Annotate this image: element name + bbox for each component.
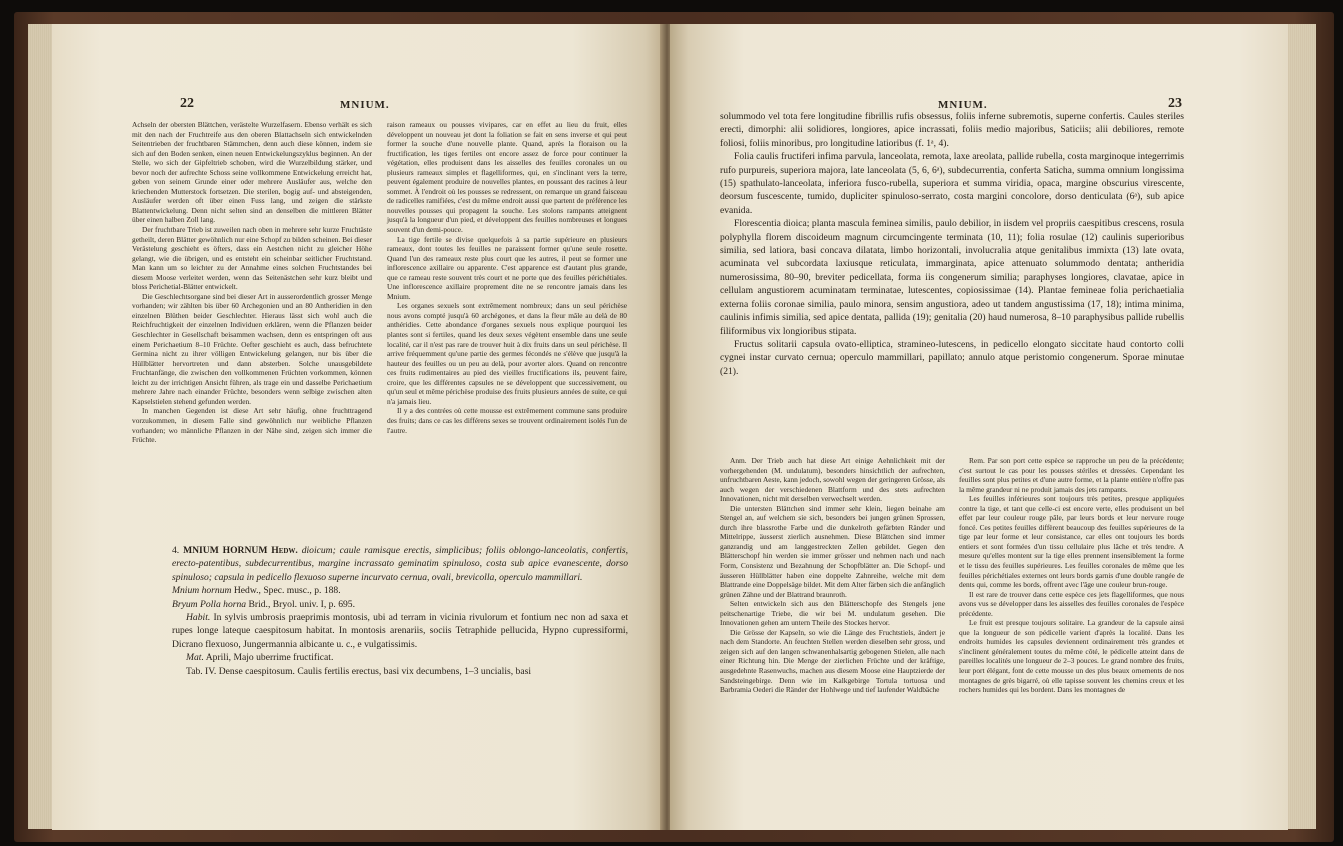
paragraph: Les feuilles inférieures sont toujours très petites, presque appliquées contre la tige, et tant que celle-ci est encore verte, elles produisent un bel effet par leur couleur rouge pâle, par leurs bords et leur nervure rouge foncé. Ces petites feuilles diffèrent beaucoup des feuilles supérieures de la tige par leur forme et leur consistance, car elles ont toujours les bords entiers et sont formées d'un tissu cellulaire plus lâche et très tendre. A mesure qu'elles montent sur la tige elles prennent insensiblement la forme et le tissu des feuilles supérieures. Les feuilles coronales de même que les feuilles périchétiales externes ont leurs bords garnis d'une double rangée de dents qui, comme les bords, offrent avec l'âge une couleur brun-rouge.: [959, 494, 1184, 590]
page-edges-left: [28, 24, 54, 829]
paragraph: Die Geschlechtsorgane sind bei dieser Art in ausserordentlich grosser Menge vorhanden; wir zählten bis über 60 Archegonien und an 80 Antheridien in den einzelnen Blüthen beider Geschlechter. Hieraus lässt sich wohl auch die Reichfruchtigkeit der einzelnen Individuen erklären, wenn die Pflanzen beider Geschlechter in Gesellschaft beisammen wachsen, denn es entspringen oft aus einem Perichaetium 8–10 Früchte. Oefter geschieht es auch, dass befruchtete Germina nicht zu ihrer völligen Entwickelung gelangen, nur bis über die Hüllblätter hervortreten und dann absterben. Solche unausgebildete Fruchtanfänge, die zwischen den vollkommenen Früchten vorkommen, können leicht zu der irrichtigen Ansicht führen, als trage ein und dasselbe Perichaetium mehrere Jahre nach einander Früchte, besonders wenn selbige zwischen alten Kapselstielen stehend gefunden werden.: [132, 291, 372, 406]
page-edges-right: [1286, 24, 1316, 829]
paragraph: raison rameaux ou pousses vivipares, car en effet au lieu du fruit, elles développent un nouveau jet dont la foliation se fait en sens inverse et qui peut former la souche d'une nouvelle plante. Quand, après la floraison ou la fructification, les tiges fertiles ont encore assez de force pour continuer la végétation, elles produisent dans les aisselles des feuilles coronales un ou plusieurs rameaux simples et flagelliformes, qui, en s'inclinant vers la terre, peuvent également produire de nouvelles plantes, en poussant des racines à leur sommet. À l'endroit où les pousses se redressent, on remarque un grand faisceau de radicelles ramifiées, c'est du même endroit aussi que partent de préférence les nouvelles pousses qui propagent la souche. Les stolons rampants atteignent jusqu'à la longueur d'un pied, et développent des feuilles nombreuses et longues souvent d'un demi-pouce.: [387, 120, 627, 235]
entry-number: 4.: [172, 545, 180, 556]
paragraph: Florescentia dioica; planta mascula feminea similis, paulo debilior, in iisdem vel propriis caespitibus crescens, rosula polyphylla florem discoideum magnum circumcingente terminata (10, 11); folia rosulae (12) caulinis superioribus similia, sed latiora, basi concava dilatata, limbo horizontali, involucralia atque genitalibus immixta (13) late ovata, acuminata vel subcordata laxiusque reticulata, immarginata, apice attenuato solummodo dentata; antheridia numerosissima, 80–90, breviter pedicellata, forma iis congenerum similia; paraphyses longiores, clavatae, apice in cellulam angustiorem acuminatam terminatae, lutescentes, copiosissimae (14). Plantae femineae folia perichaetialia externa foliis coronae similia, paulo minora, sensim angustiora, adeo ut tandem angustissima (17, 18); intima minima, caulinis infimis similia, sed apice dentata, pallida (19); genitalia (20) haud numerosa, 8–10 paraphysibus pallide rubellis filiformibus vix longioribus stipata.: [720, 218, 1184, 337]
paragraph: Fructus solitarii capsula ovato-elliptica, stramineo-lutescens, in pedicello elongato siccitate haud contorto colli cygnei instar curvato cernua; operculo mammillari, papillato; annulo atque peristomio congenerum. Sporae minutae (21).: [720, 338, 1184, 377]
habitat-label: Habit.: [186, 612, 211, 624]
paragraph: La tige fertile se divise quelquefois à sa partie supérieure en plusieurs rameaux, dont toutes les feuilles ne paraissent former qu'une seule rosette. Quand l'un des rameaux reste plus court que les autres, il peut se former une inflorescence axillaire ou apparente. C'est apparence est d'autant plus grande, que ce rameau reste souvent très court et ne porte que des feuilles périchétiales. Une inflorescence axillaire proprement dite ne se rencontre jamais dans les Mnium.: [387, 234, 627, 301]
species-author: Hedw.: [271, 545, 298, 556]
page-number-left: 22: [180, 96, 194, 111]
paragraph: Rem. Par son port cette espèce se rapproche un peu de la précédente; c'est surtout le cas pour les pousses stériles et dressées. Cependant les feuilles sont plus petites et d'une autre forme, et la plante entière n'offre pas la même grandeur ni ne produit jamais des jets rampants.: [959, 456, 1184, 494]
paragraph: Die Grösse der Kapseln, so wie die Länge des Fruchtstiels, ändert je nach dem Standorte. An feuchten Stellen werden dieselben sehr gross, und zeigen sich auf den langen schwanenhalsartig gebogenen Stielen, alle nach einer Richtung hin. Die Menge der zierlichen Früchte und der kräftige, ausgedehnte Rasenwuchs, machen aus diesem Moose eine Hauptzierde der Sandsteingebirge. Denn wie im Kalkgebirge Tortula tortuosa und Barbramia Oederi die Ränder der Hohlwege und tief laufender Waldbäche: [720, 627, 945, 695]
plate-text: Dense caespitosum. Caulis fertilis erectus, basi vix decumbens, 1–3 uncialis, basi: [218, 665, 531, 677]
description-text: [720, 110, 1184, 378]
paragraph: Les organes sexuels sont extrêmement nombreux; dans un seul périchèse nous avons compté jusqu'à 60 archégones, et dans la fleur mâle au delà de 80 anthéridies. Cette abondance d'organes sexuels nous explique pourquoi les plantes sont si fertiles, quand les deux sexes végètent ensemble dans une seule localité, car il n'est pas rare de trouver huit à dix fruits dans un seul périchèse. Il arrive fréquemment qu'une partie des germes fécondés ne s'élève que jusqu'à la hauteur des feuilles ou un peu au delà, pour avorter alors. Quand on rencontre ces fruits rudimentaires au pied des vieilles fructifications ils, peuvent faire, croire, que les différentes capsules ne se développent que successivement, ou qu'un seul et même périchèse produise des fruits plusieurs années de suite, ce qui n'a jamais lieu.: [387, 301, 627, 406]
paragraph: Selten entwickeln sich aus den Blätterschopfe des Stengels jene peitschenartige Triebe, die wir bei M. undulatum gesehen. Die Innovationen gehen am untern Theile des Stockes hervor.: [720, 599, 945, 628]
maturity-text: Aprili, Majo uberrime fructificat.: [205, 652, 334, 664]
german-notes-column: [720, 456, 945, 695]
synonym-reference: Brid., Bryol. univ. I, p. 695.: [248, 598, 356, 610]
paragraph: Achseln der obersten Blättchen, verästelte Wurzelfasern. Ebenso verhält es sich mit den nach der Fruchtreife aus den oberen Blattachseln sich entwickelnden Seitentrieben der fruchtbaren Stämmchen, denn auch diese können, indem sie sich auf den Boden senken, einen neuen Entwickelungszyklus beginnen. An der Stelle, wo sich der Gipfeltrieb schoben, wird die Wurzelbildung stärker, und bevor noch der aufrechte Schoss seine vollkommene Entwickelung erreicht hat, geben von seinem Grunde einer oder mehrere Ausläufer aus, welche den kriechenden Mutterstock fortsetzen. Die sterilen, bogig auf- und absteigenden, Ausläufer werden oft über einen Fuss lang, und zeigen die stärkste Blattentwickelung. Denn nicht selten sind an denselben die mittleren Blätter über einen halben Zoll lang.: [132, 120, 372, 225]
synonym-name: Bryum Polla horna: [172, 598, 247, 610]
running-head-right: MNIUM.: [938, 99, 988, 111]
left-page: [52, 24, 664, 830]
paragraph: Il y a des contrées où cette mousse est extrêmement commune sans produire des fruits; dans ce cas les différens sexes se trouvent ordinairement isolés l'un de l'autre.: [387, 406, 627, 435]
synonym-name: Mnium hornum: [172, 585, 232, 597]
paragraph: Die untersten Blättchen sind immer sehr klein, liegen beinahe am Stengel an, auf welchem sie sich, besonders bei jungen grünen Sprossen, durch ihre blassrothe Farbe und die dunkelroth gefärbten Ränder und Mittelrippe, äusserst zierlich ausnehmen. Diese Blättchen sind immer ganzrandig und am langgestreckten Zellen gebildet. Gegen den Blätterschopf hin werden sie immer grösser und nehmen nach und nach Form, Consistenz und Bezahnung der Schopfblätter an. Die Schopf- und äusseren Hüllblätter haben eine doppelte Zahnreihe, welche mit dem Blattrande eine Doppelsäge bildet. Mit dem Alter färben sich die anfänglich grünen Zähne und der Blattrand braunroth.: [720, 503, 945, 599]
french-column: [387, 120, 627, 435]
running-head-left: MNIUM.: [340, 99, 390, 111]
paragraph: Le fruit est presque toujours solitaire. La grandeur de la capsule ainsi que la longueur de son pédicelle varient d'après la localité. Dans les endroits humides les capsules deviennent ordinairement très grandes et s'inclinent généralement toutes du même côté, le pédicelle atteint dans de pareilles localités une longueur de 2–3 pouces. Le grand nombre des fruits, leur port élégant, font de cette mousse un des plus beaux ornements de nos montagnes de grès bigarré, où elle tapisse souvent les chemins creux et les rochers humides qui les bordent. Dans les montagnes de: [959, 618, 1184, 695]
page-number-right: 23: [1168, 96, 1182, 111]
right-page: [670, 24, 1288, 830]
paragraph: In manchen Gegenden ist diese Art sehr häufig, ohne fruchttragend vorzukommen, in diesem Falle sind gewöhnlich nur weibliche Pflanzen vorhanden; wo männliche Pflanzen in der Nähe sind, zeigen sich immer die Früchte.: [132, 406, 372, 445]
french-notes-column: [959, 456, 1184, 695]
synonym-reference: Hedw., Spec. musc., p. 188.: [233, 585, 341, 597]
habitat-text: In sylvis umbrosis praeprimis montosis, ubi ad terram in viciniа rivulorum et fontium nec non ad saxa et rupes longe lateque caespitosum habitat. In montosis arenariis, sociis Tetraphide pellucida, Hypno cupressiformi, Dicrano flexuoso, Jungermannia albicante u. c., e vulgatissimis.: [172, 612, 628, 650]
paragraph: solummodo vel tota fere longitudine fibrillis rufis obsessus, foliis inferne subremotis, superne confertis. Caules steriles erecti, dimorphi: alii solidiores, longiores, apice incrassati, foliis medio majoribus, Saticiis; alii debiliores, remote foliosi, foliis minoribus, pro longitudine latioribus (f. 1ᵃ, 4).: [720, 111, 1184, 149]
species-name: MNIUM HORNUM: [183, 545, 268, 556]
paragraph: Folia caulis fructiferi infima parvula, lanceolata, remota, laxe areolata, pallide rubella, costa marginoque integerrimis rufo purpureis, superiora majora, late lanceolata (5, 6, 6ᵃ), subdecurrentia, conferta Saticha, summa omnium longissima (15) spathulato-lanceolata, inferiora fusco-rubella, superiora et summa viridia, opaca, margine obscurius virescente, deorsum fuscescente, tumido, dupliciter spinuloso-serrato, costa margini concolore, dorso denticulata (6ᵃ), sub apice evanida.: [720, 151, 1184, 216]
paragraph: Anm. Der Trieb auch hat diese Art einige Aehnlichkeit mit der vorhergehenden (M. undulatum), besonders hinsichtlich der aufrechten, unfruchtbaren Aeste, kann jedoch, sowohl wegen der geringeren Grösse, als auch wegen der verschiedenen Blattform und des stets aufrechten Innovationen, nicht mit derselben verwechselt werden.: [720, 456, 945, 504]
german-column: [132, 120, 372, 445]
paragraph: Der fruchtbare Trieb ist zuweilen nach oben in mehrere sehr kurze Fruchtäste getheilt, deren Blätter gewöhnlich nur eine Schopf zu bilden scheinen. Bei dieser Verästelung geschieht es öfters, dass ein Aestchen nicht zu gleicher Höhe gelangt, wie die übrigen, und es entsteht ein scheinbar seitlicher Fruchtstand. Man kann um so leichter zu der Annahme eines solchen Fruchtstandes bei diesem Moose verleitet werden, wenn das Seitenästchen sehr kurz bleibt und bloss Perichetial-Blätter entwickelt.: [132, 225, 372, 292]
plate-label: Tab. IV.: [186, 665, 217, 677]
species-diagnosis: dioicum; caule ramisque erectis, simplicibus; foliis oblongo-lanceolatis, confertis, erecto-patentibus, subdecurrentibus, margine incrassato geminatim spinuloso, costa sub apice evanescente, dorso spinuloso; capsula in pedicello flexuoso superne incurvato cernua, ovali, brevicolla, operculo mammillari.: [172, 545, 629, 583]
species-entry: [172, 544, 628, 678]
paragraph: Il est rare de trouver dans cette espèce ces jets flagelliformes, que nous avons vus se développer dans les aisselles des feuilles coronales de l'espèce précédente.: [959, 589, 1184, 618]
maturity-label: Mat.: [186, 652, 204, 664]
